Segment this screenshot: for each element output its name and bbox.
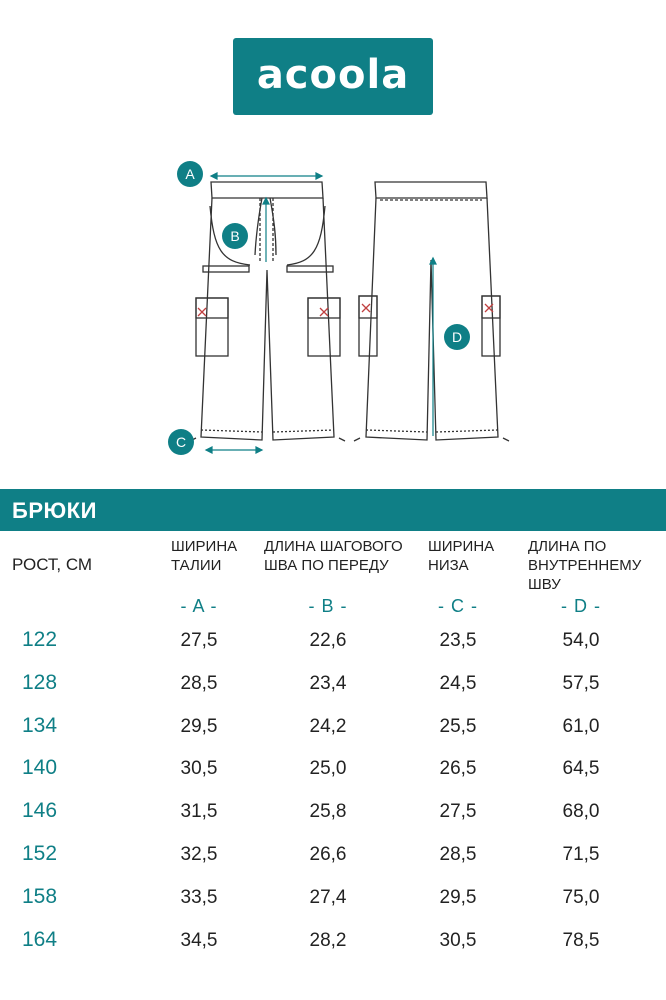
table-row [0,622,666,665]
column-header-hem-width-line2: НИЗА [428,557,469,574]
row-height: 128 [22,670,58,694]
table-row [0,793,666,836]
table-row [0,836,666,879]
front-view-pants [190,182,345,441]
cell-hem-width: 30,5 [439,929,477,951]
column-header-waist-width-line1: ШИРИНА [171,538,238,555]
row-height: 146 [22,799,58,823]
cell-front-rise: 25,0 [309,758,347,780]
size-table [0,622,666,964]
row-height: 152 [22,841,58,865]
cell-waist-width: 34,5 [180,929,218,951]
row-height: 140 [22,756,58,780]
back-view-pants [198,182,509,441]
cell-front-rise: 28,2 [309,929,347,951]
cell-hem-width: 24,5 [439,672,477,694]
cell-inseam: 71,5 [562,843,600,865]
column-header-hem-width-line1: ШИРИНА [428,538,495,555]
table-row [0,879,666,922]
marker-d-label: D [451,329,463,345]
cell-front-rise: 24,2 [309,715,347,737]
column-header-waist-width-line2: ТАЛИИ [171,557,222,574]
cell-waist-width: 32,5 [180,843,218,865]
marker-c-label: C [175,434,187,450]
cell-front-rise: 23,4 [309,672,347,694]
cell-hem-width: 27,5 [439,801,477,823]
cell-hem-width: 28,5 [439,843,477,865]
column-code-a: - A - [180,596,218,616]
table-row [0,922,666,965]
column-header-front-rise-line1: ДЛИНА ШАГОВОГО [264,538,403,555]
table-row [0,665,666,708]
cell-waist-width: 30,5 [180,758,218,780]
column-code-b: - B - [308,596,348,616]
table-row [0,708,666,751]
cell-hem-width: 25,5 [439,715,477,737]
cell-front-rise: 22,6 [309,630,347,651]
cell-waist-width: 28,5 [180,672,218,694]
marker-a [177,161,203,187]
cell-hem-width: 29,5 [439,886,477,908]
cell-inseam: 64,5 [562,758,600,780]
cell-waist-width: 29,5 [180,715,218,737]
column-header-front-rise-line2: ШВА ПО ПЕРЕДУ [264,557,389,574]
marker-d [444,324,470,350]
row-height: 134 [22,713,58,737]
cell-inseam: 78,5 [562,929,600,951]
cell-inseam: 68,0 [562,801,600,823]
section-banner [0,489,666,531]
column-code-d: - D - [561,596,601,616]
marker-b-label: B [230,228,240,244]
cell-inseam: 54,0 [562,630,600,651]
column-header-front-rise [264,537,403,575]
measure-lines [206,173,436,453]
cell-waist-width: 33,5 [180,886,218,908]
cell-hem-width: 23,5 [439,630,477,651]
row-height: 164 [22,927,58,951]
marker-b [222,223,248,249]
cell-inseam: 61,0 [562,715,600,737]
column-header-waist-width [171,537,237,575]
column-header-height: РОСТ, СМ [12,555,93,574]
cell-front-rise: 26,6 [309,843,347,865]
column-code-c: - C - [438,596,478,616]
cell-front-rise: 25,8 [309,801,347,823]
brand-logo-text: acoola [256,51,410,98]
cell-front-rise: 27,4 [309,886,347,908]
column-header-inseam-line2: ВНУТРЕННЕМУ ШВУ [528,557,642,593]
cell-inseam: 75,0 [562,886,600,908]
cell-inseam: 57,5 [562,672,600,694]
column-header-inseam-line1: ДЛИНА ПО [528,538,607,555]
row-height: 158 [22,884,58,908]
cell-waist-width: 31,5 [180,801,218,823]
cell-waist-width: 27,5 [180,630,218,651]
column-header-inseam [528,537,666,594]
row-height: 122 [22,628,58,651]
section-title: БРЮКИ [12,498,97,523]
column-header-hem-width [428,537,494,575]
cell-hem-width: 26,5 [439,758,477,780]
marker-a-label: A [185,166,195,182]
table-row [0,750,666,793]
marker-c [168,429,194,455]
pants-technical-drawing [0,150,666,470]
brand-logo [233,38,433,115]
